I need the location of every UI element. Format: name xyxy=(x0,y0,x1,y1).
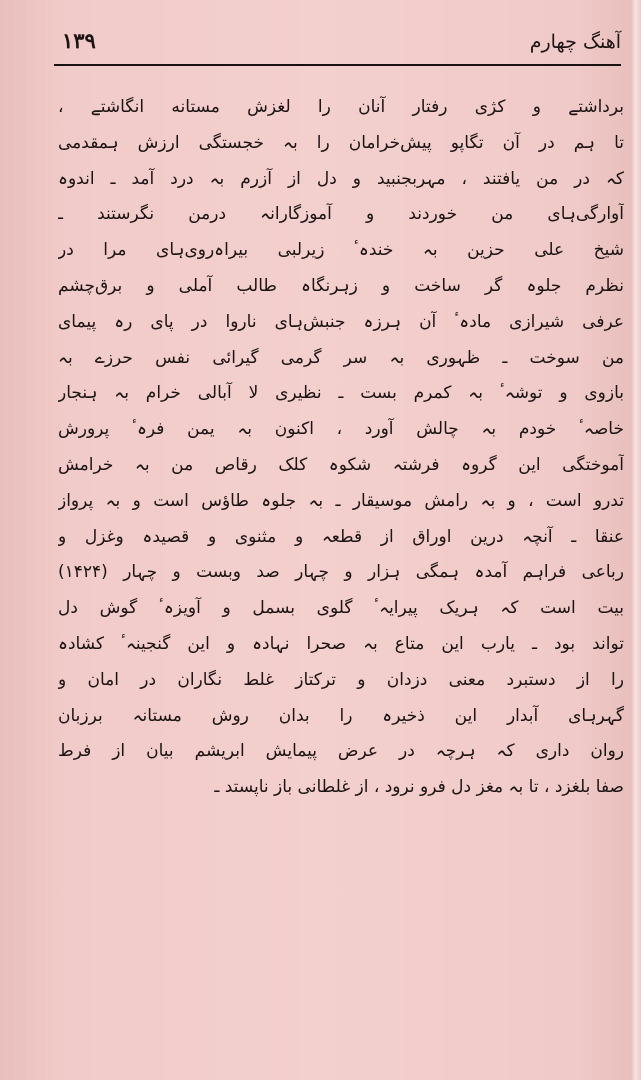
text-line: گہرہای آبدار این ذخیرہ را بدان روش مستانہ برزبان xyxy=(58,705,624,726)
text-line: نظرم جلوہ گر ساخت و زہرنگاہ طالب آملی و برق‌چشم xyxy=(58,275,624,296)
text-line: روان داری کہ ہرچہ در عرض پیمایش ابریشم بیان از فرط xyxy=(58,741,624,762)
text-line: بازوی و توشہٴ بہ کمرم بست ـ نظیری لا آبالی خرام بہ ہنجار xyxy=(58,383,624,404)
text-line: شیخ علی حزین بہ خندہٴ زیرلبی بیراہ‌روی‌ہای مرا در xyxy=(58,240,624,261)
text-line: صفا بلغزد ، تا بہ مغز دل فرو نرود ، از غلطانی باز ناپستد ـ xyxy=(214,777,624,798)
text-line: من سوخت ـ ظہوری بہ سر گرمی گیرائی نفس حرزے بہ xyxy=(58,347,624,368)
page-header xyxy=(54,26,621,60)
header-rule xyxy=(54,64,621,66)
text-line: تدرو است ، و بہ رامش موسیقار ـ بہ جلوہ طاؤس است و بہ پرواز xyxy=(58,490,624,511)
page-number: ۱۳۹ xyxy=(62,28,96,53)
text-line: آوارگی‌ہای من خوردند و آموزگارانہ درمن نگرستند ـ xyxy=(58,204,624,225)
text-line: را از دستبرد معنی دزدان و ترکتاز غلط نگاران در امان و xyxy=(58,669,624,690)
text-line: کہ در من یافتند ، مہربجنبید و دل از آزرم بہ درد آمد ـ اندوہ xyxy=(58,168,624,189)
body-text xyxy=(58,90,624,806)
text-line: تا ہم در آن تگاپو پیش‌خرامان را بہ خجستگی ارزش ہمقدمی xyxy=(58,132,624,153)
text-line: عرفی شیرازی مادہٴ آن ہرزہ جنبش‌ہای ناروا در پای رہ پیمای xyxy=(58,311,624,332)
text-line: برداشتے و کژی رفتار آنان را لغزش مستانه انگاشتے ، xyxy=(58,97,624,117)
text-line: آموختگی این گروہ فرشتہ شکوہ کلک رقاص من بہ خرامش xyxy=(58,454,624,475)
text-line: رباعی فراہم آمدہ ہمگی ہزار و چہار صد وبست و چہار (۱۴۲۴) xyxy=(58,562,624,583)
text-line: خاصہٴ خودم بہ چالش آورد ، اکنون بہ یمن فرہٴ پرورش xyxy=(58,419,624,440)
text-line: بیت است کہ ہریک پیرایہٴ گلوی بسمل و آویزہٴ گوش دل xyxy=(58,598,624,619)
page-edge xyxy=(631,0,641,1080)
text-line: تواند بود ـ یارب این متاع بہ صحرا نہادہ و این گنجینہٴ کشادہ xyxy=(58,633,624,654)
text-line: عنقا ـ آنچہ درین اوراق از قطعہ و مثنوی و قصیدہ وغزل و xyxy=(58,526,624,547)
chapter-title: آهنگ چهارم xyxy=(529,31,621,53)
